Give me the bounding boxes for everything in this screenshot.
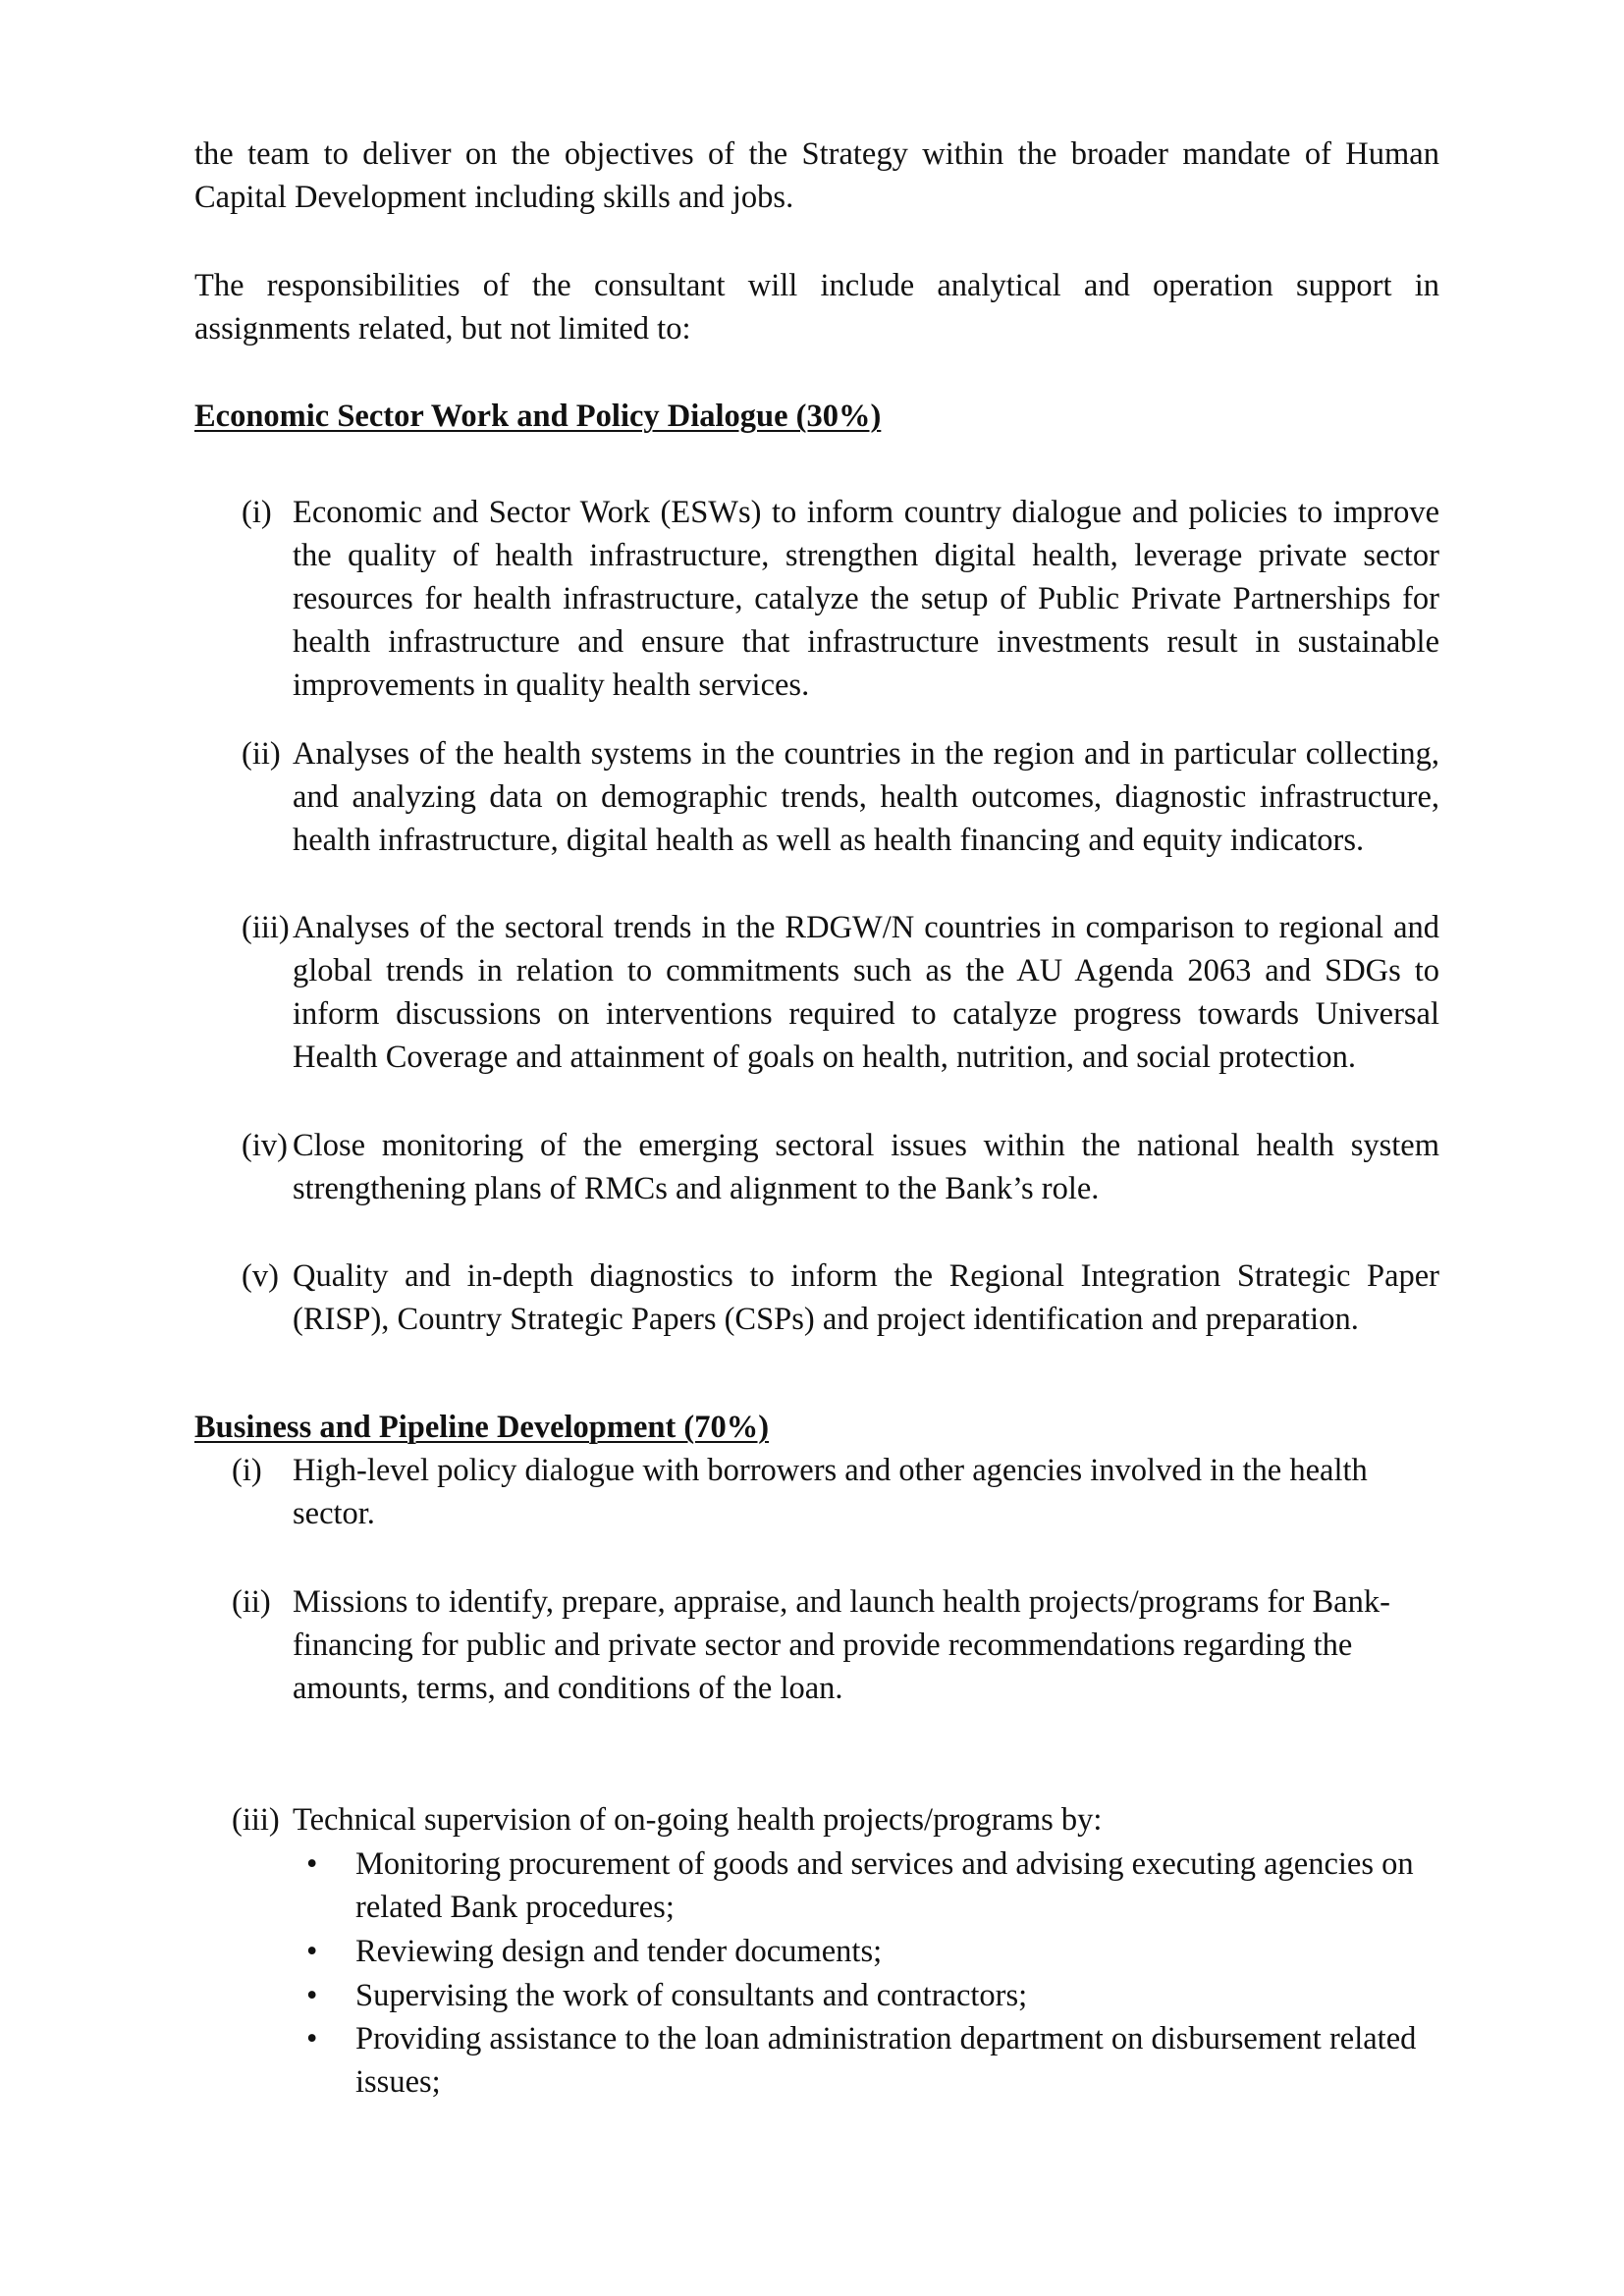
list-item (232, 1798, 1439, 1842)
section-heading-economic-sector-work: Economic Sector Work and Policy Dialogue (30%) (194, 399, 882, 434)
intro-paragraph-1: the team to deliver on the objectives of the Strategy within the broader mandate of Human Capital Development including skills and jobs. (194, 136, 1439, 215)
list-item-number: (i) (242, 495, 272, 530)
bullet-icon: • (306, 2021, 318, 2056)
list-item-number: (iv) (242, 1128, 288, 1163)
bullet-item (306, 2017, 1439, 2104)
list-item (232, 1449, 1439, 1535)
list-item-number: (v) (242, 1258, 279, 1294)
list-item-text: Technical supervision of on-going health projects/programs by: (293, 1802, 1103, 1838)
list-item-number: (ii) (242, 736, 281, 772)
bullet-item (306, 1930, 1439, 1973)
bullet-text: Providing assistance to the loan administration department on disbursement related issues; (355, 2021, 1417, 2100)
bullet-icon: • (306, 1846, 318, 1882)
bullet-item (306, 1842, 1439, 1929)
list-item-number: (ii) (232, 1584, 271, 1620)
section-heading-business-pipeline: Business and Pipeline Development (70%) (194, 1410, 770, 1445)
list-item-text: Analyses of the sectoral trends in the RDGW/N countries in comparison to regional and global trends in relation to commitments such as the AU Agenda 2063 and SDGs to inform discussions on interventions required to catalyze progress towards Universal Health Coverage and attainment of goals on health, nutrition, and social protection. (293, 910, 1439, 1075)
list-item-number: (iii) (232, 1802, 280, 1838)
list-item-text: Quality and in-depth diagnostics to inform the Regional Integration Strategic Paper (RISP), Country Strategic Papers (CSPs) and project identification and preparation. (293, 1258, 1439, 1337)
list-item (242, 732, 1439, 862)
list-item-text: Missions to identify, prepare, appraise, and launch health projects/programs for Bank-financing for public and private sector and provide recommendations regarding the amounts, terms, and conditions of the loan. (293, 1584, 1390, 1706)
list-item-text: Economic and Sector Work (ESWs) to inform country dialogue and policies to improve the quality of health infrastructure, strengthen digital health, leverage private sector resources for health infrastructure, catalyze the setup of Public Private Partnerships for health infrastructure and ensure that infrastructure investments result in sustainable improvements in quality health services. (293, 495, 1439, 703)
intro-paragraph-2: The responsibilities of the consultant will include analytical and operation support in assignments related, but not limited to: (194, 268, 1439, 347)
list-item (242, 906, 1439, 1079)
bullet-text: Supervising the work of consultants and contractors; (355, 1978, 1028, 2013)
list-item-text: Analyses of the health systems in the countries in the region and in particular collecting, and analyzing data on demographic trends, health outcomes, diagnostic infrastructure, health infrastructure, digital health as well as health financing and equity indicators. (293, 736, 1439, 858)
list-item-number: (iii) (242, 910, 290, 945)
bullet-icon: • (306, 1978, 318, 2013)
bullet-text: Monitoring procurement of goods and services and advising executing agencies on related Bank procedures; (355, 1846, 1414, 1925)
bullet-text: Reviewing design and tender documents; (355, 1934, 883, 1969)
list-item-text: High-level policy dialogue with borrowers and other agencies involved in the health sector. (293, 1453, 1368, 1531)
bullet-icon: • (306, 1934, 318, 1969)
list-item-number: (i) (232, 1453, 262, 1488)
list-item (242, 1255, 1439, 1341)
bullet-item (306, 1974, 1439, 2017)
list-item (242, 1124, 1439, 1210)
list-item-text: Close monitoring of the emerging sectoral issues within the national health system strengthening plans of RMCs and alignment to the Bank’s role. (293, 1128, 1439, 1206)
list-item (242, 491, 1439, 707)
list-item (232, 1580, 1439, 1710)
